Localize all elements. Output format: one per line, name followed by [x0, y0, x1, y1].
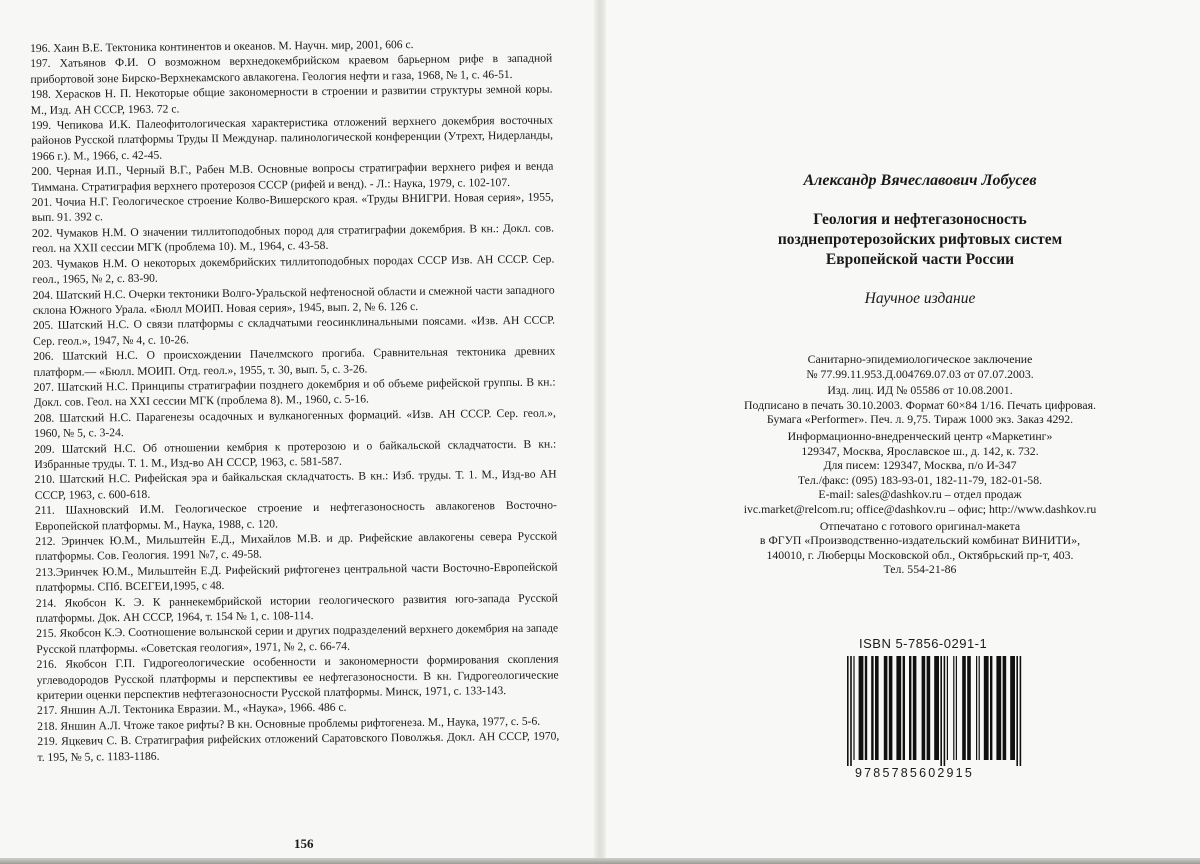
- barcode-bar: [996, 656, 1001, 760]
- reference-item: 218. Яншин А.Л. Чтоже такое рифты? В кн. Основные проблемы рифтогенеза. М., Наука, 1977, с. 5-6.: [37, 714, 541, 733]
- sanitary-line: Санитарно-эпидемиологическое заключение: [807, 352, 1033, 366]
- reference-list: [30, 36, 560, 766]
- reference-item: 205. Шатский Н.С. О связи платформы с складчатыми геосинклинальными поясами. «Изв. АН СССР. Сер. геол.», 1947, № 4, с. 10-26.: [32, 313, 556, 348]
- barcode-bar: [927, 656, 931, 760]
- barcode-graphic: [835, 654, 1025, 766]
- title-line: Геология и нефтегазоносность: [813, 211, 1027, 228]
- reference-item: 206. Шатский Н.С. О происхождении Пачелмского прогиба. Сравнительная тектоника древних платформ.— «Бюлл. МОИП. Отд. геол.», 1955, т. 30, вып. 5, с. 3-26.: [33, 344, 556, 379]
- reference-item: 198. Херасков Н. П. Некоторые общие закономерности в строении и развитии структуры земной коры. М., Изд. АН СССР, 1963. 72 с.: [30, 82, 553, 117]
- reference-item: 207. Шатский Н.С. Принципы стратиграфии позднего докембрия и об объеме рифейской группы. В кн.: Докл. сов. Геол. на XXI сессии МГК (проблема 8). М., 1960, с. 5-16.: [33, 375, 556, 410]
- reference-item: 200. Черная И.П., Черный В.Г., Рабен М.В. Основные вопросы стратиграфии верхнего рифея и венда Тиммана. Стратиграфия верхнего протерозоя СССР (рифей и венд). - Л.: Наука, 1979, с. 102-107.: [31, 159, 554, 194]
- barcode-bar: [859, 656, 864, 760]
- reference-item: 201. Чочиа Н.Г. Геологическое строение Колво-Вишерского края. «Труды ВНИГРИ. Новая серия», 1955, вып. 91. 392 с.: [31, 190, 554, 225]
- barcode-digits: 9785785602915: [855, 766, 974, 780]
- barcode-bar: [889, 656, 893, 760]
- reference-item: 209. Шатский Н.С. Об отношении кембрия к протерозою и о байкальской складчатости. В кн.: Избранные труды. Т. 1. М., Изд-во АН СССР, 1963, с. 581-587.: [34, 437, 557, 471]
- reference-item: 199. Чепикова И.К. Палеофитологическая характеристика отложений верхнего докембрия восточных районов Русской платформы Труды II Междунар. палинологической конференции (Утрехт, Нидерланды, 1966 г.). М., 1966, с. 42-45.: [30, 113, 554, 163]
- printer-phone-line: Тел. 554-21-86: [883, 562, 957, 577]
- barcode-bar: [1003, 656, 1007, 760]
- reference-item: 202. Чумаков Н.М. О значении тиллитоподобных пород для стратиграфии докембрия. В кн.: Докл. сов. геол. на XXII сессии МГК (проблема 10). М., 1964, с. 43-58.: [31, 221, 555, 256]
- barcode-bar: [934, 656, 939, 760]
- barcode-bar: [962, 656, 966, 760]
- reference-item: 215. Якобсон К.Э. Соотношение волынской серии и других подразделений верхнего докембрия на западе Русской платформы. «Советская геология», 1971, № 2, с. 66-74.: [36, 621, 559, 656]
- title-line: Европейской части России: [825, 251, 1015, 268]
- reference-item: 214. Якобсон К. Э. К раннекембрийской истории геологического развития юго-запада Русской платформы. Док. АН СССР, 1964, т. 154 № 1, с. 108-114.: [35, 591, 558, 625]
- contacts-line: ivc.market@relcom.ru; office@dashkov.ru – офис; http://www.dashkov.ru: [743, 501, 1097, 516]
- address-line: 129347, Москва, Ярославское ш., д. 142, к. 732.: [801, 443, 1039, 458]
- barcode-bar: [896, 656, 901, 760]
- reference-item: 204. Шатский Н.С. Очерки тектоники Волго-Уральской нефтеносной области и смежной части западного склона Южного Урала. «Бюлл МОИП. Новая серия», 1945, вып. 2, № 6. 126 с.: [32, 283, 555, 317]
- title-line: позднепротерозойских рифтовых систем: [777, 231, 1063, 248]
- barcode-bar: [1016, 656, 1018, 766]
- page-number: 156: [294, 836, 314, 851]
- book-gutter: [594, 0, 606, 864]
- isbn-number: ISBN 5-7856-0291-1: [859, 636, 988, 651]
- barcode-bar: [979, 656, 980, 760]
- reference-item: 213.Эринчек Ю.М., Мильштейн Е.Д. Рифейский рифтогенез центральной части Восточно-Европейской платформы. СПб. ВСЕГЕИ,1995, с 48.: [35, 560, 558, 595]
- barcode-bar: [875, 656, 879, 760]
- barcode-bar: [853, 656, 854, 760]
- book-title: [660, 210, 1180, 270]
- printer-address-line: 140010, г. Люберцы Московской обл., Октябрьский пр-т, 403.: [766, 547, 1074, 562]
- barcode-bar: [1010, 656, 1015, 760]
- reference-item: 217. Яншин А.Л. Тектоника Евразии. М., «Наука», 1966. 486 с.: [36, 701, 347, 718]
- barcode-bar: [944, 656, 946, 766]
- printer-line: в ФГУП «Производственно-издательский комбинат ВИНИТИ»,: [759, 533, 1081, 548]
- barcode-bar: [871, 656, 873, 760]
- phone-line: Тел./факс: (095) 183-93-01, 182-11-79, 182-01-58.: [797, 472, 1043, 487]
- reference-item: 197. Хатьянов Ф.И. О возможном верхнедокембрийском краевом барьерном рифе в западной прибортовой зоне Бирско-Верхнекамского авлакогена. Геология нефти и газа, 1968, № 1, с. 46-51.: [30, 51, 553, 86]
- reference-item: 212. Эринчек Ю.М., Мильштейн Е.Д., Михайлов М.В. и др. Рифейские авлакогены севера Русской платформы. Сов. Геология. 1991 №7, с. 49-58.: [35, 529, 558, 564]
- imprint-info: [660, 352, 1180, 577]
- left-page: [0, 0, 594, 864]
- barcode-bar: [922, 656, 926, 760]
- barcode-bar: [865, 656, 867, 760]
- printed-line: Отпечатано с готового оригинал-макета: [819, 518, 1021, 533]
- publisher-line: Информационно-внедренческий центр «Маркетинг»: [787, 428, 1053, 443]
- colophon: [660, 170, 1180, 577]
- barcode-bar: [884, 656, 888, 760]
- reference-item: 216. Якобсон Г.П. Гидрогеологические особенности и закономерности формирования скопления углеводородов Русской платформы и перспективы ее нефтегазоносности. В кн. Гидрогеологические критерии оценки перспектив нефтегазоносности Русской платформы. Минск, 1971, с. 133-143.: [36, 652, 559, 703]
- mail-line: Для писем: 129347, Москва, п/о И-347: [823, 458, 1017, 473]
- barcode-bar: [984, 656, 989, 760]
- barcode-bar: [990, 656, 992, 760]
- sanitary-line: № 77.99.11.953.Д.004769.07.03 от 07.07.2003.: [806, 366, 1034, 381]
- isbn-block: [835, 636, 1025, 780]
- reference-item: 219. Яцкевич С. В. Стратиграфия рифейских отложений Саратовского Поволжья. Докл. АН СССР, 1970, т. 195, № 5, с. 1183-1186.: [37, 729, 560, 764]
- barcode-bar: [1020, 656, 1022, 766]
- reference-item: 210. Шатский Н.С. Рифейская эра и байкальская складчатость. В кн.: Изб. труды. Т. 1. М., Изд-во АН СССР, 1963, с. 600-618.: [34, 467, 557, 502]
- reference-item: 196. Хаин В.Е. Тектоника континентов и океанов. М. Научн. мир, 2001, 606 с.: [30, 37, 414, 55]
- barcode-bar: [976, 656, 977, 760]
- email-line: E-mail: sales@dashkov.ru – отдел продаж: [818, 487, 1022, 502]
- publication-type: Научное издание: [864, 290, 976, 307]
- barcode-bar: [903, 656, 905, 760]
- barcode-bar: [940, 656, 942, 766]
- barcode-bar: [956, 656, 957, 760]
- license-line: Изд. лиц. ИД № 05586 от 10.08.2001.: [827, 383, 1013, 398]
- reference-item: 211. Шахновский И.М. Геологическое строение и нефтегазоносность авлакогенов Восточно-Европейской платформы. М., Наука, 1988, с. 120.: [34, 498, 557, 533]
- author-name: Александр Вячеславович Лобусев: [803, 172, 1037, 189]
- barcode-bar: [913, 656, 917, 760]
- barcode-bar: [947, 656, 948, 760]
- paper-line: Бумага «Performer». Печ. л. 9,75. Тираж 1000 экз. Заказ 4292.: [766, 412, 1074, 427]
- barcode-bar: [850, 656, 852, 766]
- barcode-bar: [967, 656, 971, 760]
- reference-item: 208. Шатский Н.С. Парагенезы осадочных и вулканогенных формаций. «Изв. АН СССР. Сер. геол.», 1960, № 5, с. 3-24.: [33, 406, 556, 441]
- barcode-bar: [847, 656, 849, 766]
- barcode-bar: [909, 656, 911, 760]
- barcode-bar: [953, 656, 954, 760]
- reference-item: 203. Чумаков Н.М. О некоторых докембрийских тиллитоподобных породах СССР Изв. АН СССР. Сер. геол., 1965, № 2, с. 83-90.: [32, 252, 555, 287]
- print-line: Подписано в печать 30.10.2003. Формат 60×84 1/16. Печать цифровая.: [744, 397, 1096, 412]
- page-bottom-edge: [0, 858, 1200, 864]
